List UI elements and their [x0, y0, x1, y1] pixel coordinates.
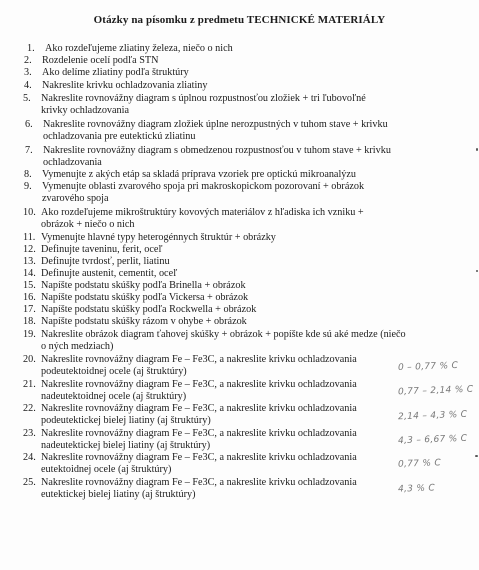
question-text-continued: zvarového spoja	[42, 193, 109, 204]
question-text: Definujte austenit, cementit, oceľ	[41, 268, 178, 279]
question-number: 17.	[23, 304, 36, 315]
question-number: 19.	[23, 329, 36, 340]
question-number: 21.	[23, 379, 36, 390]
question-text-continued: ochladzovania pre eutektickú zliatinu	[43, 131, 196, 142]
question-text: Nakreslite rovnovážny diagram s obmedzenou rozpustnosťou v tuhom stave + krivku	[43, 145, 391, 156]
question-text-continued: o ných medziach)	[41, 341, 114, 352]
question-number: 5.	[23, 93, 31, 104]
document-title: Otázky na písomku z predmetu TECHNICKÉ MATERIÁLY	[93, 14, 386, 26]
question-text-continued: eutektoidnej ocele (aj štruktúry)	[41, 464, 172, 475]
question-number: 24.	[23, 452, 36, 463]
question-text: Napíšte podstatu skúšky podľa Brinella + obrázok	[41, 280, 246, 291]
question-number: 3.	[24, 67, 32, 78]
question-text: Definujte tvrdosť, perlit, liatinu	[41, 256, 170, 267]
question-number: 25.	[23, 477, 36, 488]
question-number: 16.	[23, 292, 36, 303]
question-number: 20.	[23, 354, 36, 365]
question-text-continued: obrázok + niečo o nich	[41, 219, 135, 230]
handwritten-note: 2,14 – 4,3 % C	[397, 409, 468, 423]
question-number: 22.	[23, 403, 36, 414]
question-text: Nakreslite rovnovážny diagram Fe – Fe3C, a nakreslite krivku ochladzovania	[41, 354, 357, 365]
question-text: Nakreslite rovnovážny diagram Fe – Fe3C, a nakreslite krivku ochladzovania	[41, 403, 357, 414]
question-text: Ako rozdeľujeme mikroštruktúry kovových materiálov z hľadiska ich vzniku +	[41, 207, 364, 218]
question-text-continued: nadeutektoidnej ocele (aj štruktúry)	[41, 391, 187, 402]
question-text: Nakreslite rovnovážny diagram zložiek úplne nerozpustných v tuhom stave + krivku	[43, 119, 388, 130]
question-number: 8.	[24, 169, 32, 180]
question-number: 11.	[23, 232, 36, 243]
question-text: Napíšte podstatu skúšky rázom v ohybe + obrázok	[41, 316, 247, 327]
question-text: Vymenujte oblasti zvarového spoja pri makroskopickom pozorovaní + obrázok	[42, 181, 365, 192]
question-text: Ako rozdeľujeme zliatiny železa, niečo o nich	[45, 43, 233, 54]
question-text: Nakreslite rovnovážny diagram Fe – Fe3C, a nakreslite krivku ochladzovania	[41, 428, 357, 439]
question-text: Nakreslite rovnovážny diagram s úplnou rozpustnosťou zložiek + tri ľubovoľné	[41, 93, 366, 104]
question-text-continued: nadeutektickej bielej liatiny (aj štruktúry)	[41, 440, 211, 451]
question-number: 4.	[24, 80, 32, 91]
question-text: Nakreslite krivku ochladzovania zliatiny	[42, 80, 208, 91]
scan-speck	[476, 148, 478, 151]
question-text: Nakreslite rovnovážny diagram Fe – Fe3C, a nakreslite krivku ochladzovania	[41, 379, 357, 390]
handwritten-note: 0,77 – 2,14 % C	[397, 384, 474, 398]
question-text: Ako delíme zliatiny podľa štruktúry	[42, 67, 189, 78]
question-text-continued: podeutektickej bielej liatiny (aj štruktúry)	[41, 415, 211, 426]
question-number: 13.	[23, 256, 36, 267]
question-text: Vymenujte hlavné typy heterogénnych štruktúr + obrázky	[41, 232, 276, 243]
question-number: 23.	[23, 428, 36, 439]
question-text: Nakreslite rovnovážny diagram Fe – Fe3C, a nakreslite krivku ochladzovania	[41, 452, 357, 463]
question-number: 10.	[23, 207, 36, 218]
question-text: Vymenujte z akých etáp sa skladá príprava vzoriek pre optickú mikroanalýzu	[42, 169, 356, 180]
question-number: 9.	[24, 181, 32, 192]
handwritten-note: 0,77 % C	[397, 458, 442, 470]
handwritten-note: 4,3 – 6,67 % C	[397, 433, 468, 447]
question-number: 2.	[24, 55, 32, 66]
question-text: Napíšte podstatu skúšky podľa Vickersa + obrázok	[41, 292, 249, 303]
scan-speck	[475, 455, 478, 457]
question-number: 6.	[25, 119, 33, 130]
question-number: 15.	[23, 280, 36, 291]
question-text: Rozdelenie ocelí podľa STN	[42, 55, 159, 66]
question-text: Nakreslite rovnovážny diagram Fe – Fe3C, a nakreslite krivku ochladzovania	[41, 477, 357, 488]
question-text: Definujte taveninu, ferit, oceľ	[41, 244, 163, 255]
handwritten-note: 4,3 % C	[397, 483, 436, 495]
question-number: 14.	[23, 268, 36, 279]
question-text-continued: eutektickej bielej liatiny (aj štruktúry)	[41, 489, 196, 500]
question-text: Nakreslite obrázok diagram ťahovej skúšky + obrázok + popíšte kde sú aké medze (niečo	[41, 329, 406, 340]
question-number: 18.	[23, 316, 36, 327]
question-text-continued: podeutektoidnej ocele (aj štruktúry)	[41, 366, 187, 377]
question-text-continued: krivky ochladzovania	[41, 105, 129, 116]
question-number: 7.	[25, 145, 33, 156]
question-number: 1.	[27, 43, 35, 54]
question-text: Napíšte podstatu skúšky podľa Rockwella + obrázok	[41, 304, 257, 315]
question-text-continued: ochladzovania	[43, 157, 102, 168]
question-number: 12.	[23, 244, 36, 255]
scan-speck	[476, 270, 478, 272]
handwritten-note: 0 – 0,77 % C	[397, 360, 459, 374]
